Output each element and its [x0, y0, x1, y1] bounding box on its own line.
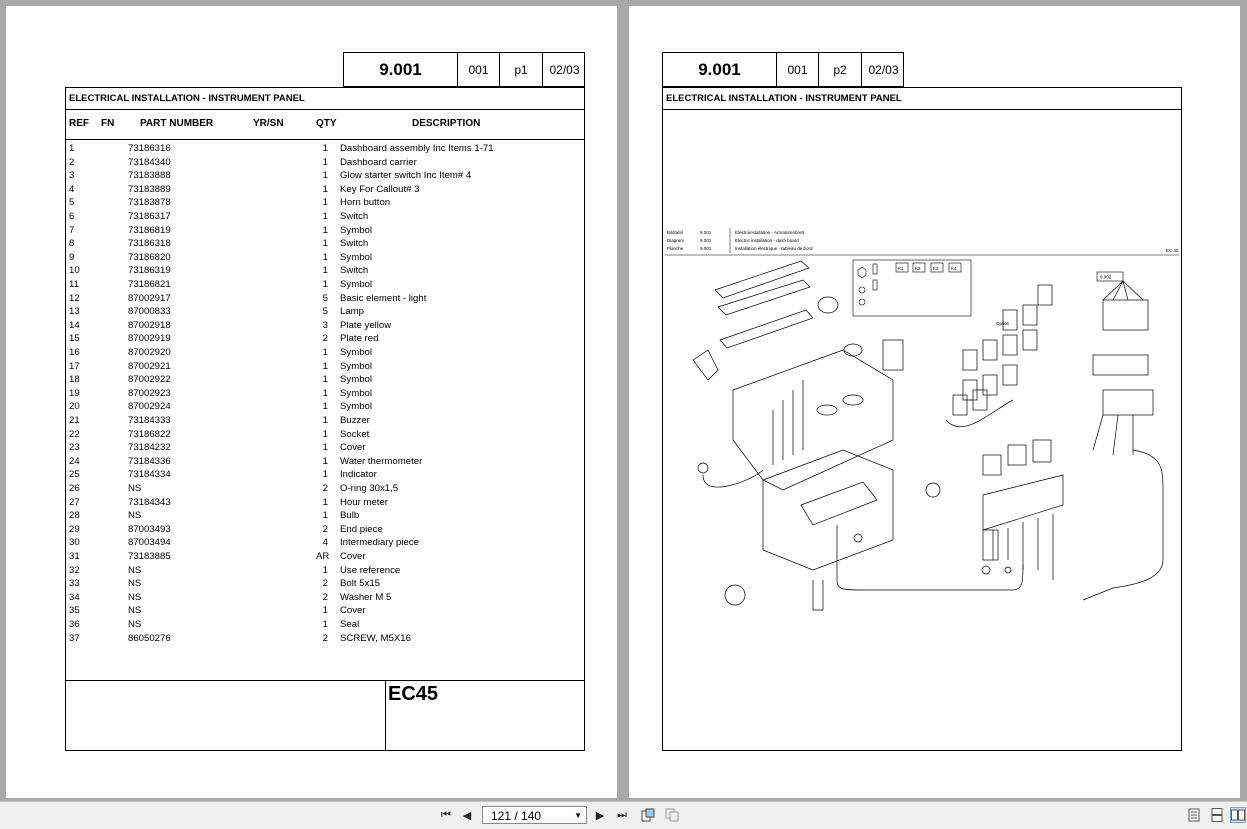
- description-cell: Switch: [340, 238, 369, 250]
- qty-cell: 1: [322, 279, 328, 290]
- table-row: [66, 441, 584, 455]
- dashboard-drawing: [693, 261, 1163, 610]
- table-row: [66, 428, 584, 442]
- table-row: [66, 577, 584, 591]
- qty-cell: 1: [322, 401, 328, 413]
- header-page: p1: [499, 53, 542, 86]
- ref-cell: 24: [69, 455, 80, 467]
- part-number-cell: 73186822: [128, 428, 171, 440]
- legend-text-2: Electric installation - dash board: [735, 238, 799, 243]
- table-row: [66, 156, 584, 170]
- description-cell: End piece: [340, 523, 383, 535]
- table-row: [66, 618, 584, 632]
- qty-cell: 2: [322, 523, 328, 535]
- model-tag: EC 45: [1166, 248, 1179, 253]
- qty-cell: 1: [322, 510, 328, 522]
- qty-cell: 5: [322, 292, 328, 304]
- ref-cell: 21: [69, 415, 80, 426]
- page-indicator: 121 / 140: [491, 809, 542, 823]
- description-cell: Symbol: [340, 360, 372, 372]
- table-row: [66, 319, 584, 333]
- relay-k4: K4: [951, 266, 957, 271]
- qty-cell: 1: [322, 360, 328, 372]
- qty-cell: 2: [322, 578, 328, 590]
- table-row: [66, 400, 584, 414]
- qty-cell: 1: [322, 347, 328, 358]
- facing-view-icon[interactable]: [1230, 807, 1246, 823]
- qty-cell: 1: [322, 251, 328, 263]
- single-page-view-icon[interactable]: [1186, 807, 1202, 823]
- part-number-cell: 86050276: [128, 632, 171, 644]
- description-cell: Plate red: [340, 333, 379, 345]
- table-row: [66, 346, 584, 360]
- qty-cell: 1: [322, 496, 328, 508]
- exploded-diagram: [663, 110, 1181, 750]
- last-page-icon[interactable]: ⏭: [617, 808, 627, 821]
- qty-cell: 2: [322, 591, 328, 603]
- table-row: [66, 237, 584, 251]
- description-cell: Water thermometer: [340, 455, 423, 467]
- qty-cell: 1: [322, 605, 328, 617]
- part-number-cell: 87002921: [128, 360, 171, 372]
- description-cell: Dashboard carrier: [340, 156, 417, 168]
- table-row: [66, 455, 584, 469]
- description-cell: Symbol: [340, 279, 372, 290]
- qty-cell: 2: [322, 483, 328, 494]
- qty-cell: 1: [322, 415, 328, 426]
- document-page-right: [629, 6, 1240, 798]
- description-cell: Dashboard assembly Inc Items 1-71: [340, 143, 494, 154]
- table-row: [66, 591, 584, 605]
- section-number: 9.001: [698, 59, 741, 79]
- legend-key-3: Planche: [667, 246, 684, 251]
- ref-cell: 37: [69, 632, 80, 644]
- continuous-view-icon[interactable]: [1209, 807, 1225, 823]
- part-number-cell: 87003494: [128, 537, 171, 549]
- description-cell: Lamp: [340, 306, 364, 318]
- legend-num-2: 9.001: [700, 238, 712, 243]
- qty-cell: 1: [322, 374, 328, 386]
- ref-cell: 14: [69, 319, 80, 331]
- description-cell: Cover: [340, 442, 366, 454]
- page-number-select[interactable]: [482, 806, 587, 824]
- pdf-toolbar: [0, 801, 1247, 829]
- part-number-cell: NS: [128, 591, 142, 603]
- part-number-cell: 87002922: [128, 374, 171, 386]
- col-description: DESCRIPTION: [412, 118, 481, 129]
- ref-cell: 5: [69, 197, 75, 209]
- part-number-cell: 73184232: [128, 442, 171, 454]
- description-cell: Bolt 5x15: [340, 578, 381, 590]
- table-row: [66, 292, 584, 306]
- table-row: [66, 360, 584, 374]
- part-number-cell: 87000833: [128, 306, 171, 318]
- diagram-frame: [662, 87, 1182, 751]
- ref-cell: 18: [69, 374, 80, 386]
- next-page-icon[interactable]: ▶: [595, 809, 605, 822]
- ref-cell: 32: [69, 564, 80, 576]
- ref-cell: 34: [69, 591, 80, 603]
- part-number-cell: 87002919: [128, 333, 171, 345]
- col-yr-sn: YR/SN: [253, 118, 284, 129]
- part-number-cell: NS: [128, 619, 142, 630]
- header-code: 001: [776, 53, 818, 86]
- legend-num-3: 9.001: [700, 246, 712, 251]
- qty-cell: 1: [322, 211, 328, 222]
- col-ref: REF: [69, 118, 89, 129]
- table-row: [66, 305, 584, 319]
- copy-icon[interactable]: [664, 807, 680, 823]
- relay-k1: K1: [898, 266, 904, 271]
- part-number-cell: 73184333: [128, 415, 171, 426]
- ref-cell: 28: [69, 510, 80, 522]
- description-cell: Symbol: [340, 401, 372, 413]
- description-cell: Symbol: [340, 251, 372, 263]
- description-cell: Switch: [340, 211, 369, 222]
- ref-cell: 22: [69, 428, 80, 440]
- ref-cell: 8: [69, 238, 75, 250]
- part-number-cell: 73186820: [128, 251, 171, 263]
- table-row: [66, 496, 584, 510]
- description-cell: Washer M 5: [340, 591, 392, 603]
- description-cell: Key For Callout# 3: [340, 183, 420, 195]
- prev-page-icon[interactable]: ◀: [462, 809, 472, 822]
- ref-cell: 19: [69, 387, 80, 399]
- ref-cell: 12: [69, 292, 80, 304]
- qty-cell: 1: [322, 442, 328, 454]
- part-number-cell: 73186821: [128, 279, 171, 290]
- legend-text-3: Installation électrique - tableau de bord: [735, 246, 813, 251]
- part-number-cell: 87002917: [128, 292, 171, 304]
- description-cell: Symbol: [340, 387, 372, 399]
- table-row: [66, 224, 584, 238]
- ref-cell: 27: [69, 496, 80, 508]
- part-number-cell: 73186819: [128, 224, 171, 236]
- part-number-cell: 73183885: [128, 551, 171, 562]
- ref-cell: 9: [69, 251, 75, 263]
- qty-cell: 1: [322, 564, 328, 576]
- ref-cell: 13: [69, 306, 80, 318]
- ref-cell: 16: [69, 347, 80, 358]
- part-number-cell: 87002924: [128, 401, 171, 413]
- qty-cell: 1: [322, 387, 328, 399]
- table-row: [66, 264, 584, 278]
- model-label: EC45: [388, 683, 439, 705]
- qty-cell: 1: [322, 183, 328, 195]
- table-row: [66, 564, 584, 578]
- ref-cell: 26: [69, 483, 80, 494]
- qty-cell: 1: [322, 238, 328, 250]
- relay-k2: K2: [915, 266, 921, 271]
- table-row: [66, 183, 584, 197]
- table-row: [66, 523, 584, 537]
- ref-cell: 33: [69, 578, 80, 590]
- part-number-cell: 73183888: [128, 170, 171, 182]
- description-cell: Cover: [340, 551, 366, 562]
- qty-cell: 1: [322, 428, 328, 440]
- table-row: [66, 169, 584, 183]
- ref-cell: 29: [69, 523, 80, 535]
- ref-cell: 36: [69, 619, 80, 630]
- table-row: [66, 468, 584, 482]
- table-row: [66, 196, 584, 210]
- part-number-cell: 73184336: [128, 455, 171, 467]
- table-row: [66, 142, 584, 156]
- table-row: [66, 604, 584, 618]
- ref-cell: 25: [69, 469, 80, 481]
- table-row: [66, 387, 584, 401]
- table-row: [66, 373, 584, 387]
- legend-num-1: 9.001: [700, 230, 712, 235]
- description-cell: Glow starter switch Inc Item# 4: [340, 170, 472, 182]
- table-row: [66, 509, 584, 523]
- parts-table: [65, 87, 585, 681]
- page-title: ELECTRICAL INSTALLATION - INSTRUMENT PANEL: [66, 88, 584, 110]
- description-cell: Switch: [340, 265, 369, 277]
- qty-cell: 1: [322, 619, 328, 630]
- part-number-cell: 73184334: [128, 469, 171, 481]
- ref-cell: 7: [69, 224, 75, 236]
- option-label: Option: [996, 321, 1010, 326]
- relay-k3: K3: [933, 266, 939, 271]
- ref-cell: 23: [69, 442, 80, 454]
- ref-cell: 3: [69, 170, 75, 182]
- part-number-cell: 73183889: [128, 183, 171, 195]
- description-cell: SCREW, M5X16: [340, 632, 411, 644]
- ref-cell: 1: [69, 143, 75, 154]
- part-number-cell: NS: [128, 483, 142, 494]
- description-cell: Symbol: [340, 347, 372, 358]
- ref-cell: 35: [69, 605, 80, 617]
- part-number-cell: 73186316: [128, 143, 171, 154]
- part-number-cell: 73186317: [128, 211, 171, 222]
- qty-cell: AR: [316, 551, 330, 562]
- qty-cell: 1: [322, 265, 328, 277]
- document-page-left: [6, 6, 617, 798]
- legend-text-1: Elektroinstallation - Armaturenbrett: [735, 230, 805, 235]
- col-part-number: PART NUMBER: [140, 118, 214, 129]
- qty-cell: 1: [322, 170, 328, 182]
- ref-cell: 30: [69, 537, 80, 549]
- description-cell: O-ring 30x1,5: [340, 483, 399, 494]
- part-number-cell: 87003493: [128, 523, 171, 535]
- description-cell: Buzzer: [340, 415, 370, 426]
- legend-key-2: Diagram: [667, 238, 685, 243]
- ref-cell: 11: [69, 279, 79, 290]
- part-number-cell: NS: [128, 578, 142, 590]
- description-cell: Symbol: [340, 374, 372, 386]
- table-row: [66, 482, 584, 496]
- qty-cell: 5: [322, 306, 328, 318]
- page-title: ELECTRICAL INSTALLATION - INSTRUMENT PANEL: [663, 88, 1181, 110]
- column-header-row: [66, 110, 584, 140]
- ref-cell: 17: [69, 360, 80, 372]
- chevron-down-icon: ▼: [574, 811, 582, 820]
- qty-cell: 2: [322, 333, 328, 345]
- qty-cell: 1: [322, 469, 328, 481]
- header-page: p2: [818, 53, 861, 86]
- ref-box-label: 9.002: [1100, 274, 1112, 280]
- part-number-cell: 87002923: [128, 387, 171, 399]
- table-row: [66, 414, 584, 428]
- header-date: 02/03: [861, 53, 905, 86]
- first-page-icon[interactable]: ⏮: [441, 808, 451, 821]
- description-cell: Basic element - light: [340, 292, 427, 304]
- qty-cell: 1: [322, 455, 328, 467]
- table-row: [66, 550, 584, 564]
- part-number-cell: 73186318: [128, 238, 171, 250]
- table-row: [66, 278, 584, 292]
- ref-cell: 31: [69, 551, 80, 562]
- part-number-cell: 73186319: [128, 265, 171, 277]
- ref-cell: 2: [69, 156, 75, 168]
- rotate-icon[interactable]: [640, 807, 656, 823]
- part-number-cell: 73183878: [128, 197, 171, 209]
- part-number-cell: 87002918: [128, 319, 171, 331]
- table-row: [66, 536, 584, 550]
- qty-cell: 4: [322, 537, 328, 549]
- description-cell: Indicator: [340, 469, 377, 481]
- ref-cell: 20: [69, 401, 80, 413]
- footer-divider: [385, 681, 386, 750]
- part-number-cell: NS: [128, 605, 142, 617]
- qty-cell: 1: [322, 224, 328, 236]
- header-block: [343, 52, 585, 87]
- description-cell: Seal: [340, 619, 360, 630]
- description-cell: Use reference: [340, 564, 401, 576]
- col-fn: FN: [101, 118, 115, 129]
- header-date: 02/03: [542, 53, 586, 86]
- description-cell: Plate yellow: [340, 319, 392, 331]
- ref-cell: 6: [69, 211, 75, 222]
- description-cell: Symbol: [340, 224, 372, 236]
- part-number-cell: NS: [128, 510, 142, 522]
- table-row: [66, 332, 584, 346]
- ref-cell: 15: [69, 333, 80, 345]
- col-qty: QTY: [316, 118, 337, 129]
- qty-cell: 2: [322, 632, 328, 644]
- ref-cell: 4: [69, 183, 75, 195]
- diagram-legend: [665, 228, 1179, 255]
- table-row: [66, 210, 584, 224]
- description-cell: Cover: [340, 605, 366, 617]
- section-number: 9.001: [379, 59, 422, 79]
- table-row: [66, 251, 584, 265]
- part-number-cell: 73184343: [128, 496, 171, 508]
- description-cell: Horn button: [340, 197, 391, 209]
- part-number-cell: 73184340: [128, 156, 171, 168]
- legend-key-1: Bildtafel: [667, 230, 684, 235]
- header-block: [662, 52, 904, 87]
- description-cell: Hour meter: [340, 496, 388, 508]
- description-cell: Intermediary piece: [340, 537, 419, 549]
- qty-cell: 1: [322, 156, 328, 168]
- description-cell: Bulb: [340, 510, 360, 522]
- qty-cell: 1: [322, 143, 328, 154]
- qty-cell: 3: [322, 319, 328, 331]
- table-row: [66, 632, 584, 646]
- header-code: 001: [457, 53, 499, 86]
- footer-block: [65, 680, 585, 751]
- part-number-cell: 87002920: [128, 347, 171, 358]
- part-number-cell: NS: [128, 564, 142, 576]
- description-cell: Socket: [340, 428, 370, 440]
- qty-cell: 1: [322, 197, 328, 209]
- ref-cell: 10: [69, 265, 80, 277]
